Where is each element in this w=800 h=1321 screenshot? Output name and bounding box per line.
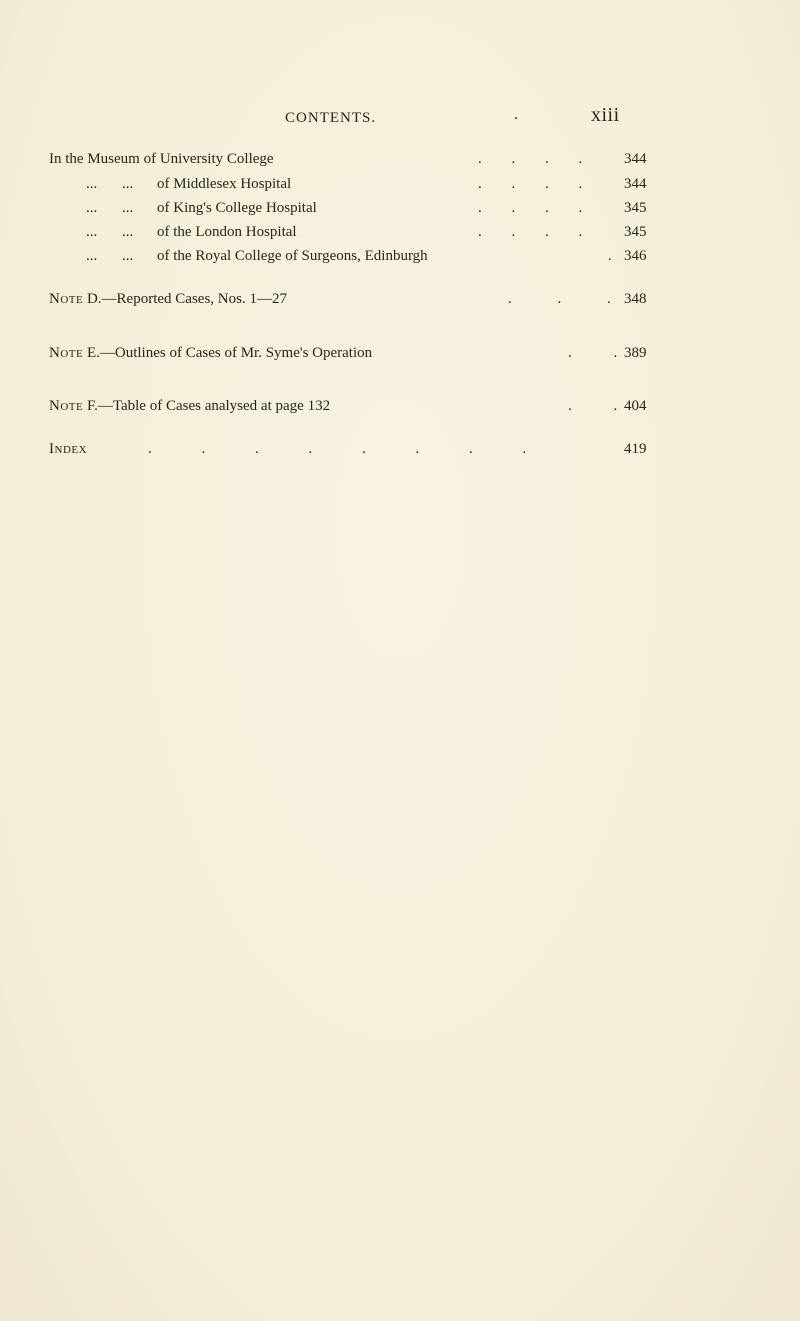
ditto-ellipsis: ... xyxy=(122,248,134,264)
entry-page: 404 xyxy=(624,398,647,414)
entry-page: 419 xyxy=(624,441,647,457)
dot-leaders: . . xyxy=(568,345,618,361)
ditto-ellipsis: ... xyxy=(122,200,134,216)
entry-text: of the Royal College of Surgeons, Edinburgh xyxy=(157,248,428,264)
toc-entry xyxy=(0,248,800,272)
ditto-ellipsis: ... xyxy=(86,224,98,240)
note-label-text: Note xyxy=(49,398,84,414)
dot-leaders: . . . . xyxy=(478,176,583,192)
note-label-text: Note xyxy=(49,291,84,307)
entry-text: of Middlesex Hospital xyxy=(157,176,292,192)
dot-leaders: . . . . xyxy=(478,200,583,216)
toc-entry xyxy=(0,200,800,224)
toc-entry xyxy=(0,224,800,248)
entry-text: of the London Hospital xyxy=(157,224,297,240)
entry-text: F.—Table of Cases analysed at page 132 xyxy=(86,398,331,414)
running-title: CONTENTS. xyxy=(285,110,377,126)
index-label: Index xyxy=(49,441,88,457)
dot-leaders: . xyxy=(608,248,612,264)
ditto-ellipsis: ... xyxy=(122,224,134,240)
entry-text: D.—Reported Cases, Nos. 1—27 xyxy=(86,291,287,307)
toc-entry xyxy=(0,398,800,422)
running-header xyxy=(0,104,800,134)
page-number: xiii xyxy=(591,104,620,126)
ditto-ellipsis: ... xyxy=(86,200,98,216)
note-label-text: Note xyxy=(49,345,84,361)
ditto-ellipsis: ... xyxy=(86,176,98,192)
toc-entry xyxy=(0,176,800,200)
entry-page: 344 xyxy=(624,176,647,192)
dot-leaders: . . . . . . . . xyxy=(148,441,527,457)
note-label xyxy=(49,345,372,362)
note-label xyxy=(49,291,287,308)
entry-page: 346 xyxy=(624,248,647,264)
entry-page: 344 xyxy=(624,151,647,167)
entry-text: of King's College Hospital xyxy=(157,200,317,216)
entry-page: 389 xyxy=(624,345,647,361)
toc-entry xyxy=(0,291,800,315)
entry-page: 345 xyxy=(624,224,647,240)
dot-leaders: . . . . xyxy=(478,224,583,240)
ditto-ellipsis: ... xyxy=(122,176,134,192)
dot-leaders: . . xyxy=(568,398,618,414)
toc-entry xyxy=(0,345,800,369)
entry-page: 348 xyxy=(624,291,647,307)
header-dot: . xyxy=(514,106,518,123)
entry-text: In the Museum of University College xyxy=(49,151,274,167)
dot-leaders: . . . . xyxy=(478,151,583,167)
dot-leaders: . . . xyxy=(508,291,611,307)
toc-entry xyxy=(0,441,800,465)
ditto-ellipsis: ... xyxy=(86,248,98,264)
entry-page: 345 xyxy=(624,200,647,216)
toc-entry xyxy=(0,151,800,175)
note-label xyxy=(49,398,330,415)
entry-text: E.—Outlines of Cases of Mr. Syme's Operation xyxy=(86,345,373,361)
